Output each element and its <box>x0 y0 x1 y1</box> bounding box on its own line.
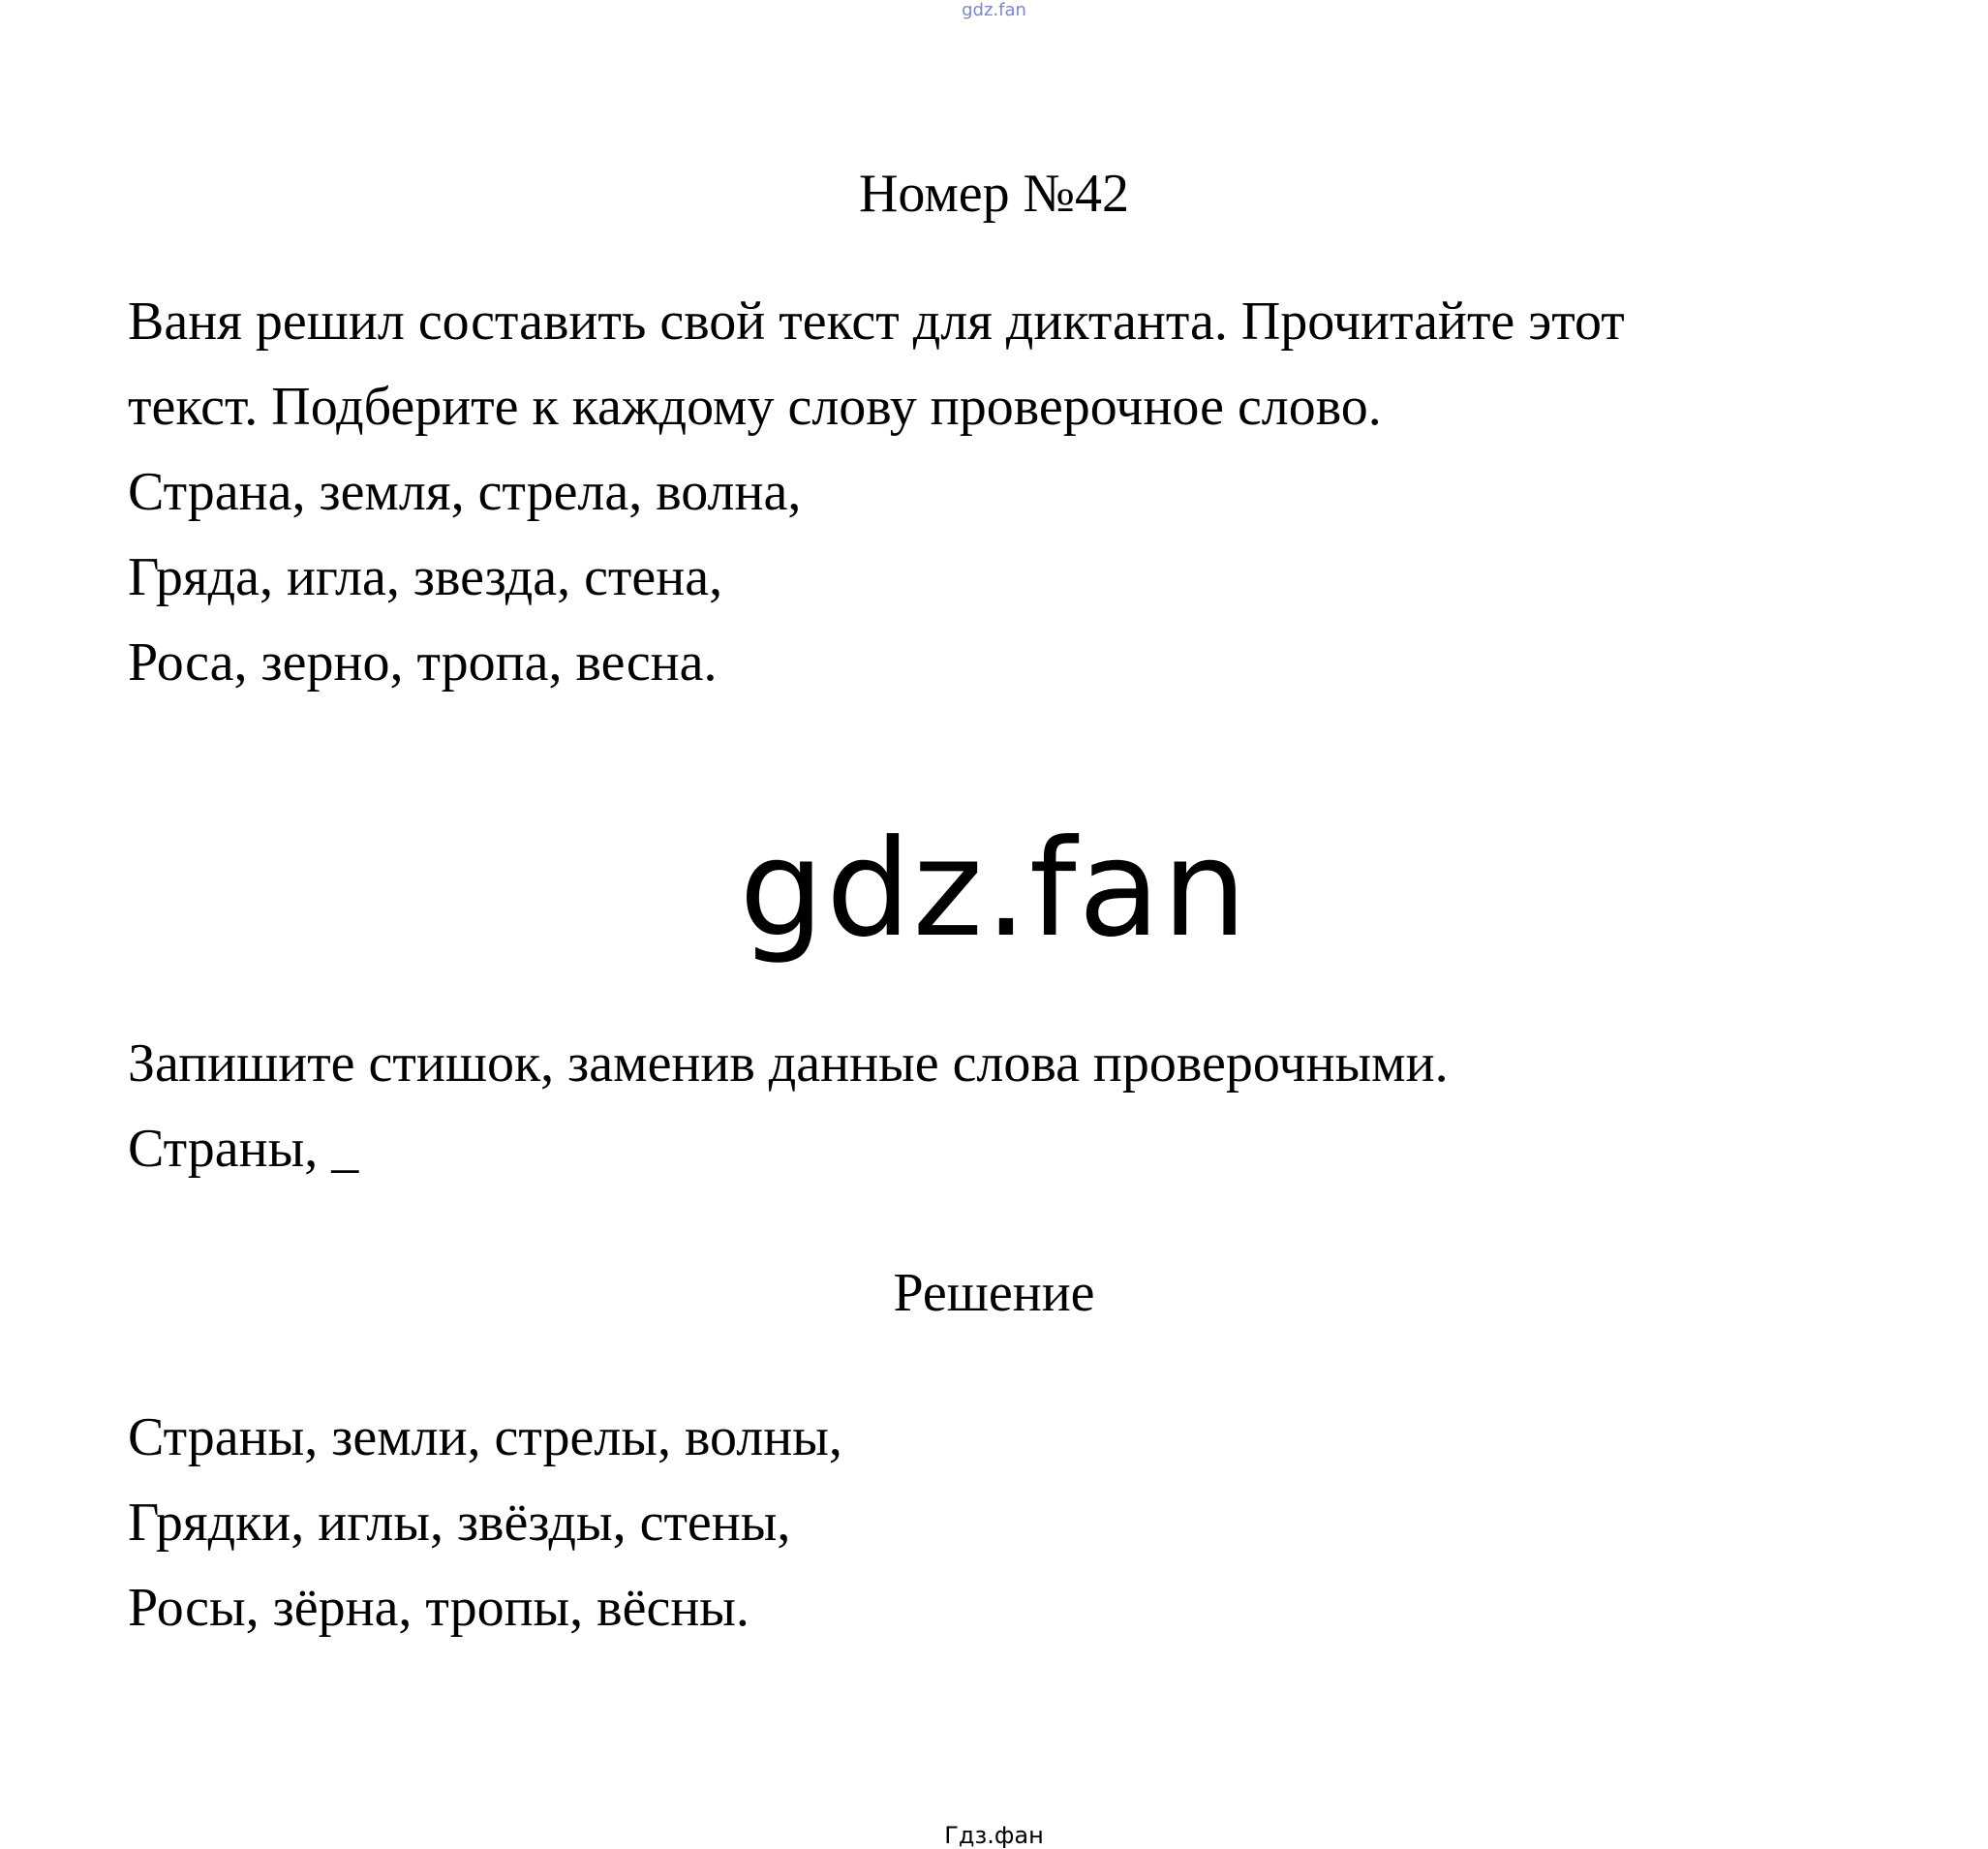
solution-line: Грядки, иглы, звёзды, стены, <box>128 1493 791 1553</box>
solution-line: Росы, зёрна, тропы, вёсны. <box>128 1578 749 1638</box>
solution-heading: Решение <box>893 1263 1095 1323</box>
task-line: Роса, зерно, тропа, весна. <box>128 632 718 693</box>
instruction-text <box>128 1021 1948 1191</box>
solution-text <box>128 1395 1948 1650</box>
instruction-line: Страны, _ <box>128 1119 359 1179</box>
task-text <box>128 279 1948 705</box>
task-line: текст. Подберите к каждому слову проверочное слово. <box>128 377 1382 437</box>
solution-line: Страны, земли, стрелы, волны, <box>128 1407 842 1467</box>
task-line: Гряда, игла, звезда, стена, <box>128 547 723 607</box>
footer-text: Гдз.фан <box>944 1822 1044 1849</box>
task-line: Ваня решил составить свой текст для диктанта. Прочитайте этот <box>128 292 1625 352</box>
page-title: Номер №42 <box>858 164 1130 224</box>
task-line: Страна, земля, стрела, волна, <box>128 462 802 522</box>
site-watermark: gdz.fan <box>739 811 1249 967</box>
instruction-line: Запишите стишок, заменив данные слова проверочными. <box>128 1033 1449 1094</box>
top-watermark: gdz.fan <box>962 0 1026 20</box>
